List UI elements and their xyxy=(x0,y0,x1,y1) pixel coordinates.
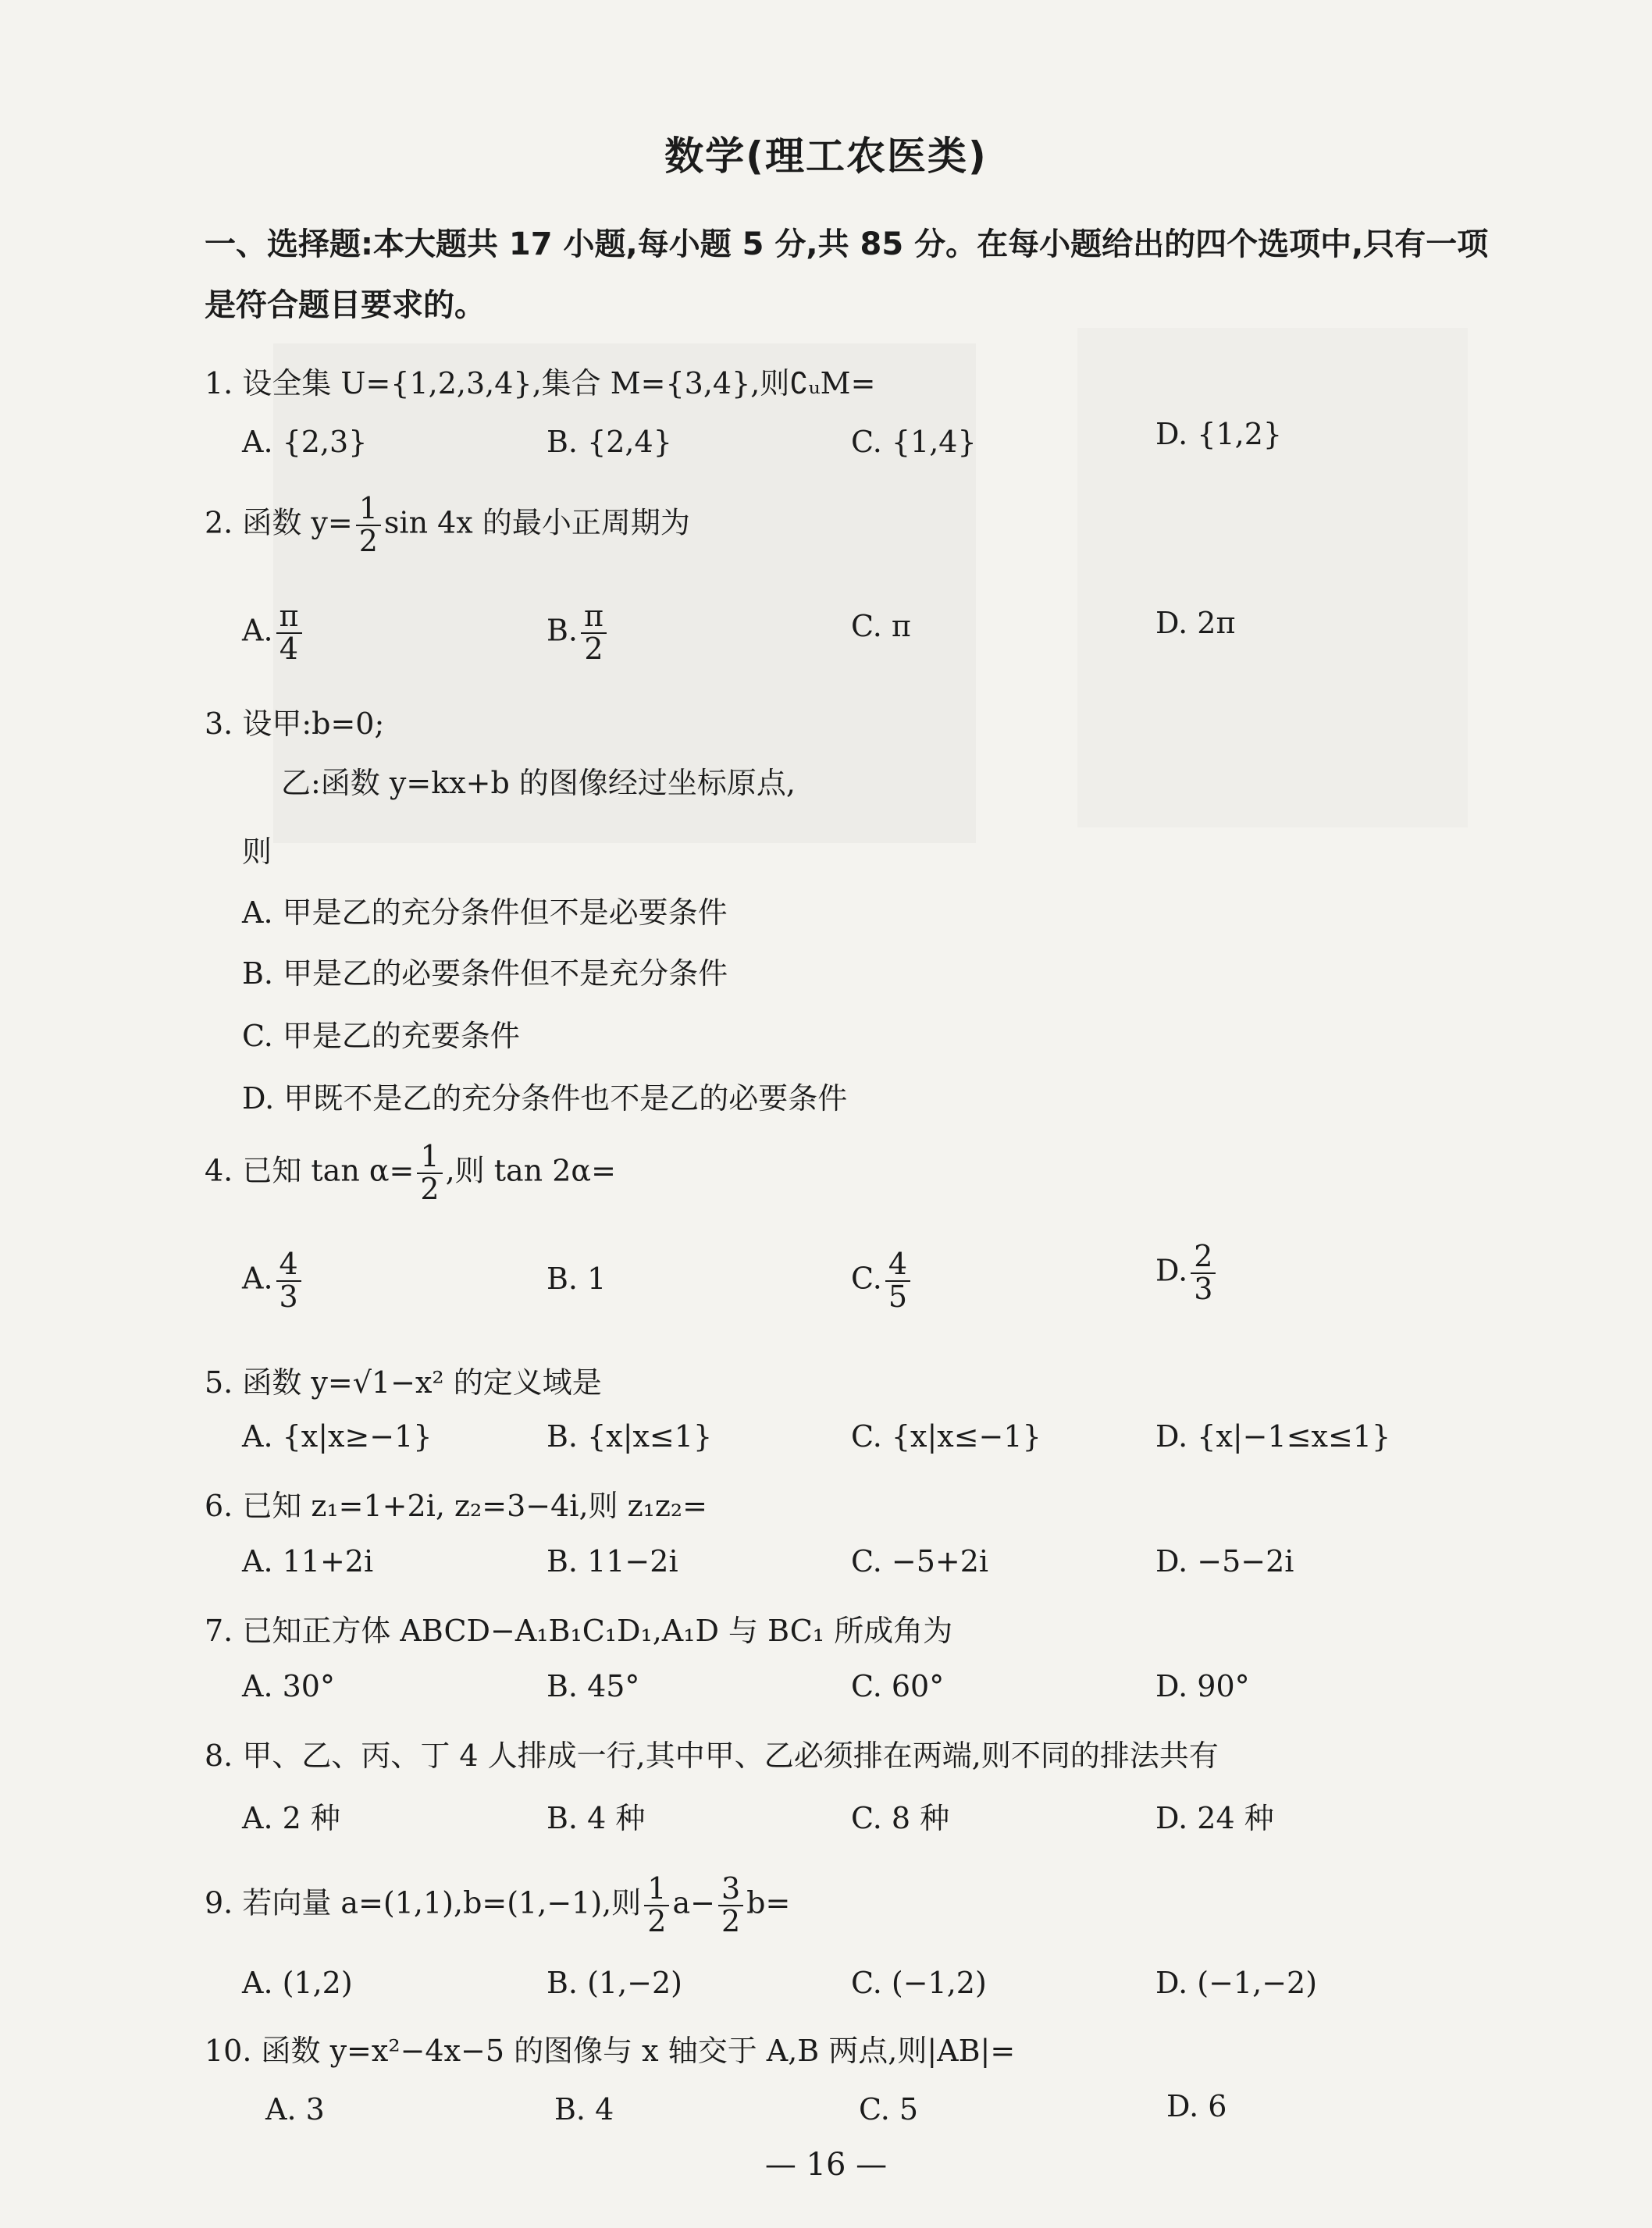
question-3-then: 则 xyxy=(242,835,272,869)
question-10-option-c[interactable]: C. 5 xyxy=(859,2092,919,2127)
question-4-option-c[interactable]: C. $\frac{4}{5}$ xyxy=(851,1249,913,1313)
question-9-stem: 9. 若向量 a=(1,1),b=(1,−1),则 $\frac{1}{2}$ a− $\frac{3}{2}$ b= xyxy=(205,1871,791,1938)
fraction: $\frac{1}{2}$ xyxy=(644,1874,669,1938)
question-6-option-d[interactable]: D. −5−2i xyxy=(1155,1544,1294,1578)
page-title: 数学(理工农医类) xyxy=(664,133,988,179)
section-heading: 一、选择题:本大题共 17 小题,每小题 5 分,共 85 分。在每小题给出的四个选项中,只有一项 是符合题目要求的。 xyxy=(205,226,1489,323)
fraction: $\frac{2}{3}$ xyxy=(1191,1241,1216,1305)
fraction: $\frac{\pi}{4}$ xyxy=(276,601,302,665)
question-5-option-d[interactable]: D. {x|−1≤x≤1} xyxy=(1155,1419,1391,1454)
question-5-stem: 5. 函数 y=√1−x² 的定义域是 xyxy=(205,1365,602,1400)
question-7-option-b[interactable]: B. 45° xyxy=(547,1669,640,1703)
question-7-stem: 7. 已知正方体 ABCD−A₁B₁C₁D₁,A₁D 与 BC₁ 所成角为 xyxy=(205,1614,953,1648)
question-4-option-d[interactable]: D. $\frac{2}{3}$ xyxy=(1155,1241,1219,1305)
question-5-option-a[interactable]: A. {x|x≥−1} xyxy=(242,1419,433,1454)
question-8-option-a[interactable]: A. 2 种 xyxy=(242,1801,340,1835)
fraction: $\frac{4}{3}$ xyxy=(276,1249,301,1313)
question-4-stem: 4. 已知 tan α= $\frac{1}{2}$ ,则 tan 2α= xyxy=(205,1139,616,1206)
question-3-condition: 乙:函数 y=kx+b 的图像经过坐标原点, xyxy=(281,766,796,800)
fraction: $\frac{1}{2}$ xyxy=(417,1141,442,1205)
question-8-option-d[interactable]: D. 24 种 xyxy=(1155,1801,1274,1835)
question-2-option-b[interactable]: B. $\frac{\pi}{2}$ xyxy=(547,601,610,665)
question-6-option-b[interactable]: B. 11−2i xyxy=(547,1544,678,1578)
question-1-option-d[interactable]: D. {1,2} xyxy=(1155,417,1283,451)
page-number: — 16 — xyxy=(764,2147,888,2183)
question-6-option-a[interactable]: A. 11+2i xyxy=(242,1544,374,1578)
question-2-option-c[interactable]: C. π xyxy=(851,609,911,643)
question-1-option-a[interactable]: A. {2,3} xyxy=(242,425,368,459)
question-7-option-c[interactable]: C. 60° xyxy=(851,1669,945,1703)
question-3-stem: 3. 设甲:b=0; xyxy=(205,706,385,741)
fraction: $\frac{\pi}{2}$ xyxy=(581,601,607,665)
question-8-option-c[interactable]: C. 8 种 xyxy=(851,1801,950,1835)
question-7-option-d[interactable]: D. 90° xyxy=(1155,1669,1250,1703)
question-1-option-c[interactable]: C. {1,4} xyxy=(851,425,977,459)
question-10-option-d[interactable]: D. 6 xyxy=(1166,2089,1227,2123)
show-through-chart xyxy=(1077,328,1468,827)
question-6-stem: 6. 已知 z₁=1+2i, z₂=3−4i,则 z₁z₂= xyxy=(205,1489,707,1523)
question-3-option-a[interactable]: A. 甲是乙的充分条件但不是必要条件 xyxy=(242,895,728,930)
question-3-option-b[interactable]: B. 甲是乙的必要条件但不是充分条件 xyxy=(242,956,728,991)
question-4-option-a[interactable]: A. $\frac{4}{3}$ xyxy=(242,1249,304,1313)
fraction: $\frac{3}{2}$ xyxy=(718,1874,743,1938)
question-5-option-c[interactable]: C. {x|x≤−1} xyxy=(851,1419,1041,1454)
fraction: $\frac{1}{2}$ xyxy=(356,493,381,557)
question-10-option-a[interactable]: A. 3 xyxy=(265,2092,325,2127)
question-3-option-d[interactable]: D. 甲既不是乙的充分条件也不是乙的必要条件 xyxy=(242,1081,848,1116)
question-3-option-c[interactable]: C. 甲是乙的充要条件 xyxy=(242,1019,520,1053)
question-9-option-b[interactable]: B. (1,−2) xyxy=(547,1966,683,2000)
question-8-option-b[interactable]: B. 4 种 xyxy=(547,1801,646,1835)
question-4-option-b[interactable]: B. 1 xyxy=(547,1262,607,1296)
question-10-stem: 10. 函数 y=x²−4x−5 的图像与 x 轴交于 A,B 两点,则|AB|= xyxy=(205,2034,1016,2068)
question-7-option-a[interactable]: A. 30° xyxy=(242,1669,335,1703)
question-2-stem: 2. 函数 y= $\frac{1}{2}$ sin 4x 的最小正周期为 xyxy=(205,491,690,558)
fraction: $\frac{4}{5}$ xyxy=(885,1249,910,1313)
question-9-option-c[interactable]: C. (−1,2) xyxy=(851,1966,987,2000)
question-9-option-a[interactable]: A. (1,2) xyxy=(242,1966,353,2000)
question-5-option-b[interactable]: B. {x|x≤1} xyxy=(547,1419,713,1454)
question-2-option-a[interactable]: A. $\frac{\pi}{4}$ xyxy=(242,601,305,665)
question-6-option-c[interactable]: C. −5+2i xyxy=(851,1544,989,1578)
question-9-option-d[interactable]: D. (−1,−2) xyxy=(1155,1966,1318,2000)
question-1-option-b[interactable]: B. {2,4} xyxy=(547,425,672,459)
question-10-option-b[interactable]: B. 4 xyxy=(554,2092,614,2127)
question-2-option-d[interactable]: D. 2π xyxy=(1155,606,1236,640)
question-1-stem: 1. 设全集 U={1,2,3,4},集合 M={3,4},则∁ᵤM= xyxy=(205,366,876,400)
question-8-stem: 8. 甲、乙、丙、丁 4 人排成一行,其中甲、乙必须排在两端,则不同的排法共有 xyxy=(205,1739,1219,1773)
